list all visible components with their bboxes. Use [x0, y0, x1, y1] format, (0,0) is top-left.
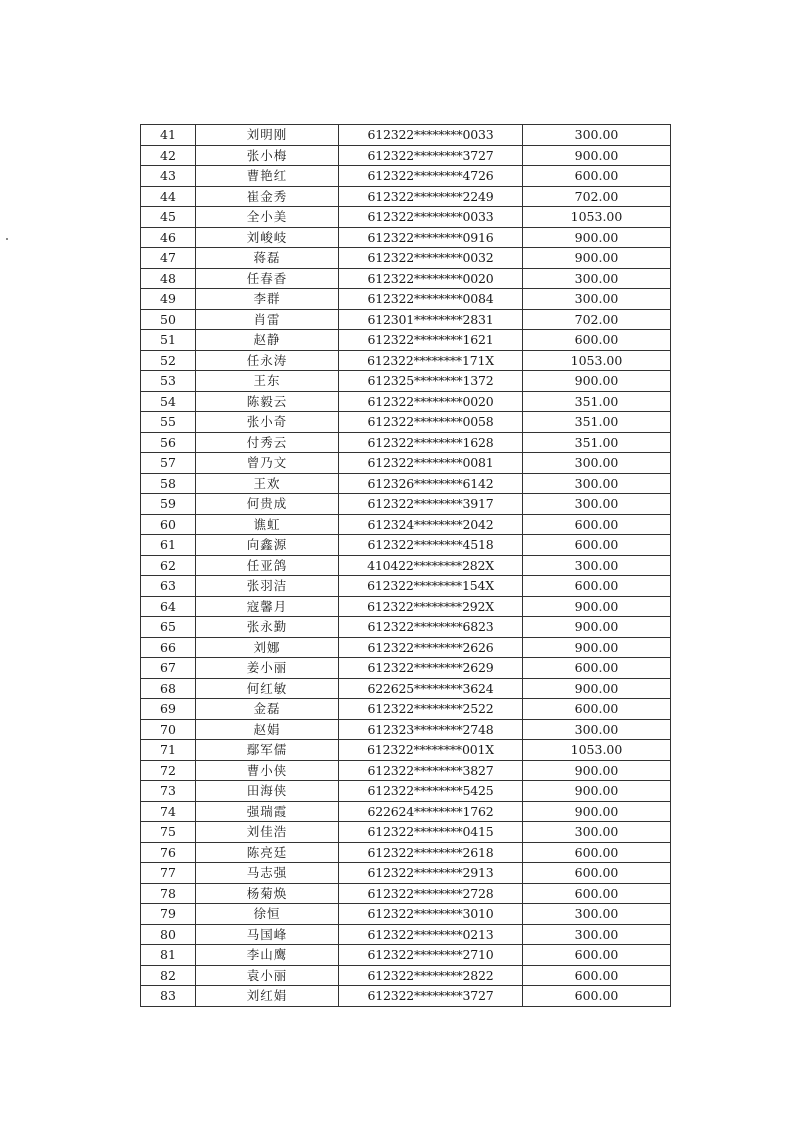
table-row [141, 494, 671, 515]
table-row [141, 617, 671, 638]
person-name-cell: 田海侠 [196, 781, 339, 802]
amount-cell: 351.00 [523, 391, 671, 412]
row-number-cell: 41 [141, 125, 196, 146]
id-number-cell: 612322********154X [339, 576, 523, 597]
table-row [141, 309, 671, 330]
table-row [141, 576, 671, 597]
row-number-cell: 58 [141, 473, 196, 494]
row-number-cell: 81 [141, 945, 196, 966]
table-row [141, 391, 671, 412]
table-row [141, 986, 671, 1007]
person-name-cell: 谯虹 [196, 514, 339, 535]
amount-cell: 900.00 [523, 145, 671, 166]
person-name-cell: 赵娟 [196, 719, 339, 740]
id-number-cell: 410422********282X [339, 555, 523, 576]
row-number-cell: 42 [141, 145, 196, 166]
id-number-cell: 612301********2831 [339, 309, 523, 330]
id-number-cell: 612324********2042 [339, 514, 523, 535]
person-name-cell: 金磊 [196, 699, 339, 720]
amount-cell: 600.00 [523, 965, 671, 986]
table-row [141, 965, 671, 986]
person-name-cell: 刘红娟 [196, 986, 339, 1007]
id-number-cell: 622624********1762 [339, 801, 523, 822]
row-number-cell: 82 [141, 965, 196, 986]
person-name-cell: 刘明刚 [196, 125, 339, 146]
person-name-cell: 刘佳浩 [196, 822, 339, 843]
table-row [141, 186, 671, 207]
id-number-cell: 612322********0032 [339, 248, 523, 269]
person-name-cell: 肖雷 [196, 309, 339, 330]
table-row [141, 596, 671, 617]
amount-cell: 600.00 [523, 863, 671, 884]
table-row [141, 801, 671, 822]
amount-cell: 300.00 [523, 822, 671, 843]
table-row [141, 227, 671, 248]
amount-cell: 702.00 [523, 309, 671, 330]
row-number-cell: 73 [141, 781, 196, 802]
person-name-cell: 王东 [196, 371, 339, 392]
amount-cell: 900.00 [523, 596, 671, 617]
id-number-cell: 612322********0415 [339, 822, 523, 843]
table-row [141, 658, 671, 679]
table-row [141, 637, 671, 658]
id-number-cell: 612322********292X [339, 596, 523, 617]
row-number-cell: 43 [141, 166, 196, 187]
id-number-cell: 612322********2913 [339, 863, 523, 884]
id-number-cell: 612322********4518 [339, 535, 523, 556]
id-number-cell: 612322********5425 [339, 781, 523, 802]
table-row [141, 371, 671, 392]
person-name-cell: 刘峻岐 [196, 227, 339, 248]
table-row [141, 453, 671, 474]
amount-cell: 702.00 [523, 186, 671, 207]
table-row [141, 863, 671, 884]
amount-cell: 300.00 [523, 289, 671, 310]
table-row [141, 740, 671, 761]
row-number-cell: 77 [141, 863, 196, 884]
person-name-cell: 刘娜 [196, 637, 339, 658]
amount-cell: 900.00 [523, 781, 671, 802]
person-name-cell: 曾乃文 [196, 453, 339, 474]
person-name-cell: 袁小丽 [196, 965, 339, 986]
table-row [141, 904, 671, 925]
amount-cell: 600.00 [523, 883, 671, 904]
row-number-cell: 61 [141, 535, 196, 556]
amount-cell: 600.00 [523, 699, 671, 720]
person-name-cell: 鄢军儒 [196, 740, 339, 761]
id-number-cell: 612326********6142 [339, 473, 523, 494]
row-number-cell: 83 [141, 986, 196, 1007]
person-name-cell: 杨菊焕 [196, 883, 339, 904]
id-number-cell: 622625********3624 [339, 678, 523, 699]
row-number-cell: 44 [141, 186, 196, 207]
person-name-cell: 任亚鸽 [196, 555, 339, 576]
person-name-cell: 张永勤 [196, 617, 339, 638]
table-row [141, 883, 671, 904]
row-number-cell: 45 [141, 207, 196, 228]
table-row [141, 289, 671, 310]
table-row [141, 924, 671, 945]
amount-cell: 600.00 [523, 330, 671, 351]
amount-cell: 900.00 [523, 760, 671, 781]
table-row [141, 125, 671, 146]
row-number-cell: 48 [141, 268, 196, 289]
table-row [141, 514, 671, 535]
row-number-cell: 56 [141, 432, 196, 453]
person-name-cell: 曹艳红 [196, 166, 339, 187]
amount-cell: 1053.00 [523, 350, 671, 371]
table-row [141, 166, 671, 187]
row-number-cell: 67 [141, 658, 196, 679]
person-name-cell: 全小美 [196, 207, 339, 228]
amount-cell: 1053.00 [523, 207, 671, 228]
amount-cell: 600.00 [523, 986, 671, 1007]
table-row [141, 555, 671, 576]
id-number-cell: 612322********3917 [339, 494, 523, 515]
id-number-cell: 612322********0084 [339, 289, 523, 310]
row-number-cell: 78 [141, 883, 196, 904]
id-number-cell: 612322********1628 [339, 432, 523, 453]
id-number-cell: 612322********0916 [339, 227, 523, 248]
amount-cell: 900.00 [523, 371, 671, 392]
table-row [141, 822, 671, 843]
amount-cell: 300.00 [523, 125, 671, 146]
scan-speck [6, 238, 8, 240]
row-number-cell: 64 [141, 596, 196, 617]
table-row [141, 350, 671, 371]
row-number-cell: 57 [141, 453, 196, 474]
id-number-cell: 612322********3727 [339, 145, 523, 166]
amount-cell: 600.00 [523, 945, 671, 966]
row-number-cell: 71 [141, 740, 196, 761]
person-name-cell: 蒋磊 [196, 248, 339, 269]
row-number-cell: 60 [141, 514, 196, 535]
row-number-cell: 79 [141, 904, 196, 925]
amount-cell: 900.00 [523, 227, 671, 248]
amount-cell: 300.00 [523, 453, 671, 474]
amount-cell: 300.00 [523, 904, 671, 925]
person-name-cell: 张小梅 [196, 145, 339, 166]
person-name-cell: 向鑫源 [196, 535, 339, 556]
table-row [141, 473, 671, 494]
row-number-cell: 53 [141, 371, 196, 392]
person-name-cell: 陈毅云 [196, 391, 339, 412]
row-number-cell: 72 [141, 760, 196, 781]
id-number-cell: 612322********2822 [339, 965, 523, 986]
id-number-cell: 612322********2249 [339, 186, 523, 207]
row-number-cell: 49 [141, 289, 196, 310]
row-number-cell: 54 [141, 391, 196, 412]
amount-cell: 300.00 [523, 473, 671, 494]
table-row [141, 330, 671, 351]
person-name-cell: 马志强 [196, 863, 339, 884]
row-number-cell: 46 [141, 227, 196, 248]
id-number-cell: 612325********1372 [339, 371, 523, 392]
table-row [141, 842, 671, 863]
amount-cell: 600.00 [523, 576, 671, 597]
id-number-cell: 612322********2522 [339, 699, 523, 720]
amount-cell: 900.00 [523, 678, 671, 699]
row-number-cell: 51 [141, 330, 196, 351]
person-name-cell: 陈亮廷 [196, 842, 339, 863]
id-number-cell: 612322********1621 [339, 330, 523, 351]
id-number-cell: 612322********2728 [339, 883, 523, 904]
person-name-cell: 马国峰 [196, 924, 339, 945]
amount-cell: 300.00 [523, 494, 671, 515]
id-number-cell: 612322********0033 [339, 125, 523, 146]
row-number-cell: 66 [141, 637, 196, 658]
id-number-cell: 612322********6823 [339, 617, 523, 638]
row-number-cell: 63 [141, 576, 196, 597]
table-row [141, 781, 671, 802]
id-number-cell: 612322********0033 [339, 207, 523, 228]
table-row [141, 145, 671, 166]
id-number-cell: 612322********2629 [339, 658, 523, 679]
table-row [141, 207, 671, 228]
person-name-cell: 张小奇 [196, 412, 339, 433]
row-number-cell: 65 [141, 617, 196, 638]
id-number-cell: 612322********4726 [339, 166, 523, 187]
table-row [141, 535, 671, 556]
row-number-cell: 80 [141, 924, 196, 945]
id-number-cell: 612322********3010 [339, 904, 523, 925]
roster-table [140, 124, 671, 1007]
person-name-cell: 付秀云 [196, 432, 339, 453]
table-row [141, 945, 671, 966]
amount-cell: 300.00 [523, 719, 671, 740]
table-row [141, 248, 671, 269]
table-row [141, 412, 671, 433]
amount-cell: 900.00 [523, 248, 671, 269]
id-number-cell: 612322********2710 [339, 945, 523, 966]
amount-cell: 900.00 [523, 637, 671, 658]
id-number-cell: 612322********2626 [339, 637, 523, 658]
id-number-cell: 612322********0081 [339, 453, 523, 474]
person-name-cell: 姜小丽 [196, 658, 339, 679]
row-number-cell: 50 [141, 309, 196, 330]
id-number-cell: 612322********0058 [339, 412, 523, 433]
amount-cell: 600.00 [523, 535, 671, 556]
id-number-cell: 612322********3827 [339, 760, 523, 781]
row-number-cell: 70 [141, 719, 196, 740]
amount-cell: 900.00 [523, 617, 671, 638]
person-name-cell: 张羽洁 [196, 576, 339, 597]
row-number-cell: 75 [141, 822, 196, 843]
amount-cell: 900.00 [523, 801, 671, 822]
amount-cell: 1053.00 [523, 740, 671, 761]
table-row [141, 678, 671, 699]
row-number-cell: 52 [141, 350, 196, 371]
amount-cell: 351.00 [523, 432, 671, 453]
row-number-cell: 68 [141, 678, 196, 699]
row-number-cell: 69 [141, 699, 196, 720]
amount-cell: 600.00 [523, 514, 671, 535]
id-number-cell: 612322********2618 [339, 842, 523, 863]
person-name-cell: 寇馨月 [196, 596, 339, 617]
person-name-cell: 任永涛 [196, 350, 339, 371]
table-row [141, 719, 671, 740]
person-name-cell: 李群 [196, 289, 339, 310]
row-number-cell: 55 [141, 412, 196, 433]
table-row [141, 699, 671, 720]
table-row [141, 268, 671, 289]
person-name-cell: 徐恒 [196, 904, 339, 925]
id-number-cell: 612322********0213 [339, 924, 523, 945]
person-name-cell: 何贵成 [196, 494, 339, 515]
row-number-cell: 59 [141, 494, 196, 515]
id-number-cell: 612322********001X [339, 740, 523, 761]
row-number-cell: 62 [141, 555, 196, 576]
person-name-cell: 何红敏 [196, 678, 339, 699]
id-number-cell: 612322********3727 [339, 986, 523, 1007]
amount-cell: 300.00 [523, 555, 671, 576]
person-name-cell: 崔金秀 [196, 186, 339, 207]
person-name-cell: 王欢 [196, 473, 339, 494]
amount-cell: 600.00 [523, 842, 671, 863]
row-number-cell: 47 [141, 248, 196, 269]
amount-cell: 351.00 [523, 412, 671, 433]
table-row [141, 760, 671, 781]
id-number-cell: 612322********0020 [339, 268, 523, 289]
amount-cell: 600.00 [523, 166, 671, 187]
person-name-cell: 李山鹰 [196, 945, 339, 966]
person-name-cell: 任春香 [196, 268, 339, 289]
id-number-cell: 612322********0020 [339, 391, 523, 412]
roster-body [141, 125, 671, 1007]
amount-cell: 600.00 [523, 658, 671, 679]
table-row [141, 432, 671, 453]
id-number-cell: 612323********2748 [339, 719, 523, 740]
id-number-cell: 612322********171X [339, 350, 523, 371]
person-name-cell: 赵静 [196, 330, 339, 351]
row-number-cell: 76 [141, 842, 196, 863]
amount-cell: 300.00 [523, 268, 671, 289]
row-number-cell: 74 [141, 801, 196, 822]
person-name-cell: 强瑞霞 [196, 801, 339, 822]
person-name-cell: 曹小侠 [196, 760, 339, 781]
amount-cell: 300.00 [523, 924, 671, 945]
